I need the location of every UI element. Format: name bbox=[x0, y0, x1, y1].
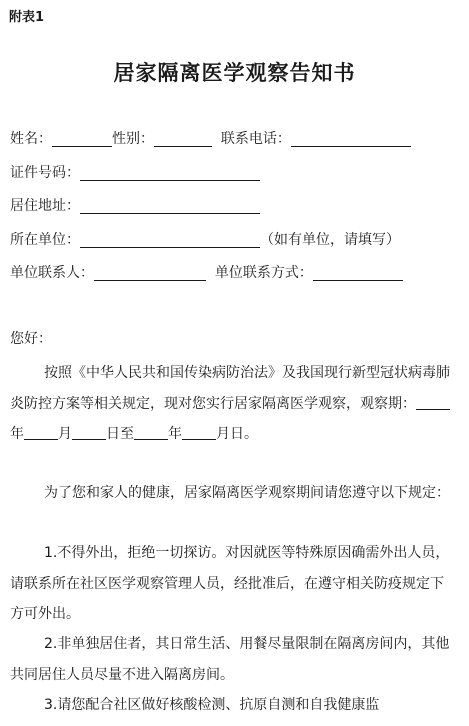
appendix-label: 附表1 bbox=[9, 10, 45, 25]
contact-row bbox=[10, 262, 403, 284]
address-field[interactable] bbox=[80, 199, 260, 214]
paragraph-law-text: 按照《中华人民共和国传染病防治法》及我国现行新型冠状病毒肺炎防控方案等相关规定，现对您实行居家隔离医学观察，观察期： bbox=[10, 365, 450, 412]
rule-2: 2.非单独居住者，其日常生活、用餐尽量限制在隔离房间内，其他共同居住人员尽量不进入隔离房间。 bbox=[10, 636, 450, 683]
contact-label: 单位联系人： bbox=[10, 265, 94, 281]
start-day-field[interactable] bbox=[72, 425, 106, 440]
work-row bbox=[10, 229, 400, 251]
end-month-unit: 月 bbox=[216, 426, 230, 442]
paragraph-law bbox=[10, 358, 456, 450]
phone-field[interactable] bbox=[291, 132, 411, 147]
phone-label: 联系电话： bbox=[220, 131, 291, 147]
work-note: （如有单位，请填写） bbox=[260, 232, 400, 248]
name-field[interactable] bbox=[52, 132, 112, 147]
id-field[interactable] bbox=[80, 166, 260, 181]
id-label: 证件号码： bbox=[10, 165, 80, 181]
work-label: 所在单位： bbox=[10, 232, 80, 248]
end-day-unit: 日。 bbox=[230, 426, 258, 442]
gender-field[interactable] bbox=[154, 132, 212, 147]
document-title: 居家隔离医学观察告知书 bbox=[113, 60, 356, 85]
name-label: 姓名： bbox=[10, 131, 52, 147]
name-gender-phone-row bbox=[10, 128, 411, 150]
month-unit: 月 bbox=[58, 426, 72, 442]
id-row bbox=[10, 162, 260, 184]
gender-label: 性别： bbox=[112, 131, 154, 147]
rule-3: 3.请您配合社区做好核酸检测、抗原自测和自我健康监 bbox=[44, 697, 380, 713]
contact-field[interactable] bbox=[94, 266, 206, 281]
work-field[interactable] bbox=[80, 233, 260, 248]
address-row bbox=[10, 195, 260, 217]
start-year-field[interactable] bbox=[416, 395, 450, 410]
rule-1: 1.不得外出，拒绝一切探访。对因就医等特殊原因确需外出人员，请联系所在社区医学观察管理人员，经批准后，在遵守相关防疫规定下方可外出。 bbox=[10, 545, 450, 622]
end-year-unit: 年 bbox=[168, 426, 182, 442]
start-month-field[interactable] bbox=[24, 425, 58, 440]
year-unit: 年 bbox=[10, 426, 24, 442]
end-year-field[interactable] bbox=[134, 425, 168, 440]
day-to-unit: 日至 bbox=[106, 426, 134, 442]
contact-method-field[interactable] bbox=[313, 266, 403, 281]
address-label: 居住地址： bbox=[10, 198, 80, 214]
end-month-field[interactable] bbox=[182, 425, 216, 440]
paragraph-rules-intro: 为了您和家人的健康，居家隔离医学观察期间请您遵守以下规定： bbox=[44, 485, 450, 501]
greeting: 您好： bbox=[10, 331, 52, 347]
contact-method-label: 单位联系方式： bbox=[214, 265, 313, 281]
